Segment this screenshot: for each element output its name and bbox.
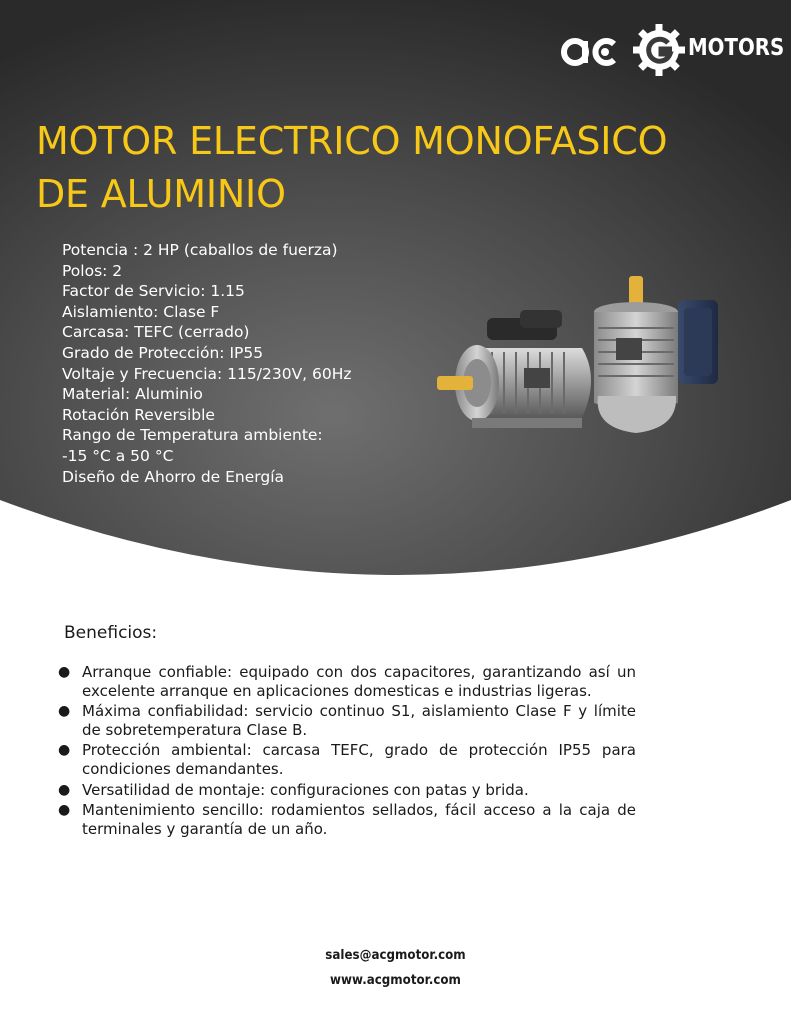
- title-line-1: MOTOR ELECTRICO MONOFASICO: [36, 119, 668, 163]
- spec-item: Factor de Servicio: 1.15: [62, 282, 245, 301]
- benefit-text: Máxima confiabilidad: servicio continuo S1, aislamiento Clase F y límite de sobretemperatura Clase B.: [82, 702, 636, 739]
- spec-item: Aislamiento: Clase F: [62, 302, 220, 321]
- horizontal-motor: [437, 310, 591, 428]
- spec-item: Polos: 2: [62, 261, 123, 280]
- spec-item: -15 °C a 50 °C: [62, 446, 174, 465]
- benefit-item: [56, 801, 636, 838]
- spec-item: Voltaje y Frecuencia: 115/230V, 60Hz: [62, 364, 352, 383]
- benefits-list: [56, 663, 636, 840]
- title-line-2: DE ALUMINIO: [36, 172, 286, 216]
- footer-website[interactable]: www.acgmotor.com: [330, 972, 461, 988]
- benefit-text: Protección ambiental: carcasa TEFC, grado de protección IP55 para condiciones demandantes.: [82, 741, 636, 778]
- footer-email[interactable]: sales@acgmotor.com: [325, 947, 466, 963]
- acg-logo-icon: [560, 22, 690, 78]
- spec-item: Rotación Reversible: [62, 405, 215, 424]
- specs-list: [62, 240, 352, 487]
- benefit-text: Arranque confiable: equipado con dos capacitores, garantizando así un excelente arranque en aplicaciones domesticas e industrias ligeras.: [82, 663, 636, 700]
- spec-item: Grado de Protección: IP55: [62, 343, 264, 362]
- brand-name: MOTORS: [688, 35, 785, 61]
- spec-item: Material: Aluminio: [62, 385, 203, 404]
- benefit-item: [56, 663, 636, 700]
- bullet-icon: ●: [58, 703, 71, 720]
- bullet-icon: ●: [58, 802, 71, 819]
- spec-item: Diseño de Ahorro de Energía: [62, 467, 285, 486]
- bullet-icon: ●: [58, 742, 71, 759]
- bullet-icon: ●: [58, 781, 71, 798]
- benefit-item: [56, 781, 636, 800]
- benefit-item: [56, 702, 636, 739]
- spec-item: Potencia : 2 HP (caballos de fuerza): [62, 241, 338, 259]
- vertical-motor: [594, 276, 718, 433]
- page-title: [36, 115, 776, 221]
- brand-logo: [560, 22, 784, 78]
- motor-icon: [432, 268, 732, 453]
- bullet-icon: ●: [58, 664, 71, 680]
- spec-item: Carcasa: TEFC (cerrado): [62, 323, 250, 342]
- benefit-text: Mantenimiento sencillo: rodamientos sellados, fácil acceso a la caja de terminales y garantía de un año.: [82, 801, 636, 838]
- spec-item: Rango de Temperatura ambiente:: [62, 426, 323, 445]
- benefit-text: Versatilidad de montaje: configuraciones con patas y brida.: [82, 780, 529, 799]
- benefits-heading: Beneficios:: [64, 623, 158, 643]
- benefit-item: [56, 741, 636, 778]
